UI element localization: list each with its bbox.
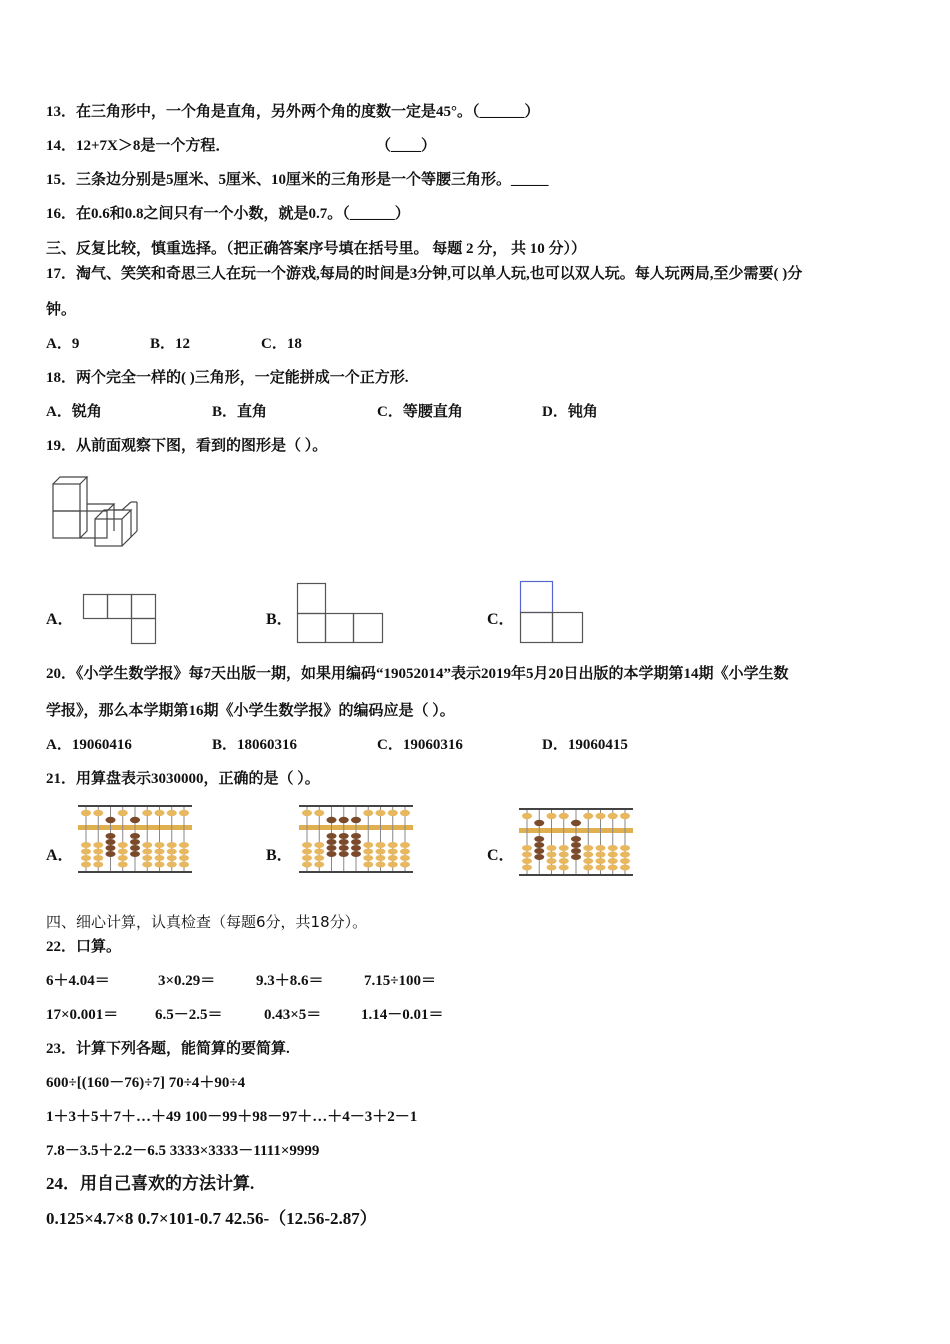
q22-r2-c4: 1.14－0.01＝	[361, 1007, 444, 1023]
abacus-lower-bead	[327, 851, 337, 857]
abacus-lower-bead	[522, 852, 532, 858]
abacus-lower-bead	[376, 842, 386, 848]
abacus-c	[519, 808, 635, 878]
abacus-top-rail	[78, 805, 192, 807]
abacus-lower-bead	[142, 855, 152, 861]
abacus-lower-bead	[583, 852, 593, 858]
abacus-lower-bead	[351, 833, 361, 839]
abacus-top-rail	[299, 805, 413, 807]
abacus-lower-bead	[608, 858, 618, 864]
q22-r1-c2: 3×0.29＝	[158, 973, 216, 989]
abacus-lower-bead	[302, 862, 312, 868]
abacus-lower-bead	[376, 849, 386, 855]
abacus-lower-bead	[351, 851, 361, 857]
q19-option-c-label: C．	[487, 611, 515, 628]
abacus-lower-bead	[81, 849, 91, 855]
q21-option-a-label: A．	[46, 847, 74, 864]
q18-option-d: D．钝角	[542, 404, 598, 420]
abacus-lower-bead	[179, 842, 189, 848]
abacus-lower-bead	[314, 855, 324, 861]
abacus-upper-bead	[376, 810, 386, 816]
question-15: 15．三条边分别是5厘米、5厘米、10厘米的三角形是一个等腰三角形。_____	[46, 172, 549, 188]
abacus-b	[299, 805, 415, 875]
abacus-lower-bead	[608, 845, 618, 851]
question-23: 23．计算下列各题，能简算的要简算.	[46, 1041, 290, 1057]
abacus-upper-bead	[583, 813, 593, 819]
abacus-lower-bead	[522, 845, 532, 851]
abacus-lower-bead	[118, 862, 128, 868]
abacus-upper-bead	[93, 810, 103, 816]
abacus-lower-bead	[547, 865, 557, 871]
question-24: 24．用自己喜欢的方法计算.	[46, 1174, 255, 1193]
abacus-upper-bead	[559, 813, 569, 819]
abacus-upper-bead	[106, 817, 116, 823]
abacus-lower-bead	[93, 849, 103, 855]
abacus-lower-bead	[620, 852, 630, 858]
abacus-lower-bead	[130, 833, 140, 839]
q19-option-b-label: B．	[266, 611, 293, 628]
q19-option-a-figure	[83, 594, 159, 646]
q23-line1: 600÷[(160－76)÷7] 70÷4＋90÷4	[46, 1075, 246, 1091]
abacus-upper-bead	[620, 813, 630, 819]
abacus-lower-bead	[388, 849, 398, 855]
question-18: 18．两个完全一样的( )三角形，一定能拼成一个正方形.	[46, 370, 409, 386]
abacus-top-rail	[519, 808, 633, 810]
abacus-bottom-rail	[299, 871, 413, 873]
question-22: 22．口算。	[46, 939, 122, 955]
abacus-lower-bead	[118, 849, 128, 855]
abacus-lower-bead	[547, 858, 557, 864]
abacus-lower-bead	[327, 845, 337, 851]
abacus-lower-bead	[106, 839, 116, 845]
abacus-lower-bead	[400, 855, 410, 861]
abacus-lower-bead	[400, 842, 410, 848]
abacus-upper-bead	[302, 810, 312, 816]
abacus-upper-bead	[608, 813, 618, 819]
abacus-lower-bead	[400, 862, 410, 868]
section-3-heading: 三、反复比较，慎重选择。（把正确答案序号填在括号里。 每题 2 分， 共 10 分））	[46, 241, 587, 257]
q20-option-d: D．19060415	[542, 737, 628, 753]
abacus-lower-bead	[155, 855, 165, 861]
abacus-upper-bead	[522, 813, 532, 819]
abacus-upper-bead	[130, 817, 140, 823]
abacus-lower-bead	[314, 842, 324, 848]
abacus-lower-bead	[351, 845, 361, 851]
abacus-lower-bead	[534, 848, 544, 854]
abacus-lower-bead	[620, 865, 630, 871]
abacus-lower-bead	[363, 862, 373, 868]
abacus-lower-bead	[608, 865, 618, 871]
abacus-lower-bead	[339, 851, 349, 857]
abacus-lower-bead	[608, 852, 618, 858]
abacus-bottom-rail	[519, 874, 633, 876]
abacus-lower-bead	[596, 845, 606, 851]
abacus-lower-bead	[93, 862, 103, 868]
abacus-upper-bead	[81, 810, 91, 816]
abacus-lower-bead	[106, 851, 116, 857]
abacus-bottom-rail	[78, 871, 192, 873]
abacus-lower-bead	[388, 855, 398, 861]
q19-option-c-figure	[520, 581, 586, 645]
abacus-lower-bead	[559, 852, 569, 858]
abacus-lower-bead	[81, 855, 91, 861]
abacus-lower-bead	[155, 849, 165, 855]
abacus-upper-bead	[142, 810, 152, 816]
q22-r2-c2: 6.5－2.5＝	[155, 1007, 223, 1023]
abacus-lower-bead	[547, 845, 557, 851]
question-20-line2: 学报》，那么本学期第16期《小学生数学报》的编码应是（ ）。	[46, 703, 455, 719]
q18-option-a: A．锐角	[46, 404, 102, 420]
section-4-heading: 四、细心计算，认真检查（每题6分，共18分）。	[46, 913, 368, 931]
q18-option-c: C．等腰直角	[377, 404, 463, 420]
abacus-lower-bead	[167, 855, 177, 861]
q20-option-a: A．19060416	[46, 737, 132, 753]
abacus-lower-bead	[522, 858, 532, 864]
abacus-lower-bead	[179, 849, 189, 855]
abacus-lower-bead	[620, 845, 630, 851]
abacus-lower-bead	[522, 865, 532, 871]
abacus-lower-bead	[106, 833, 116, 839]
question-20-line1: 20．《小学生数学报》每7天出版一期，如果用编码“19052014”表示2019年5月20日出版的本学期第14期《小学生数	[46, 666, 789, 682]
abacus-lower-bead	[314, 849, 324, 855]
abacus-lower-bead	[620, 858, 630, 864]
abacus-upper-bead	[547, 813, 557, 819]
abacus-lower-bead	[339, 839, 349, 845]
abacus-lower-bead	[534, 842, 544, 848]
abacus-lower-bead	[302, 849, 312, 855]
abacus-lower-bead	[596, 852, 606, 858]
abacus-lower-bead	[583, 858, 593, 864]
abacus-upper-bead	[400, 810, 410, 816]
abacus-lower-bead	[596, 858, 606, 864]
abacus-lower-bead	[339, 833, 349, 839]
abacus-lower-bead	[167, 849, 177, 855]
abacus-lower-bead	[559, 845, 569, 851]
abacus-lower-bead	[130, 851, 140, 857]
abacus-lower-bead	[363, 842, 373, 848]
abacus-upper-bead	[339, 817, 349, 823]
abacus-lower-bead	[376, 855, 386, 861]
q23-line3: 7.8－3.5＋2.2－6.5 3333×3333－1111×9999	[46, 1143, 320, 1159]
abacus-lower-bead	[388, 862, 398, 868]
question-21: 21．用算盘表示3030000，正确的是（ ）。	[46, 771, 320, 787]
abacus-lower-bead	[547, 852, 557, 858]
abacus-lower-bead	[583, 845, 593, 851]
q22-r1-c4: 7.15÷100＝	[364, 973, 436, 989]
abacus-lower-bead	[93, 855, 103, 861]
abacus-lower-bead	[400, 849, 410, 855]
abacus-lower-bead	[559, 858, 569, 864]
abacus-lower-bead	[179, 855, 189, 861]
abacus-lower-bead	[302, 842, 312, 848]
abacus-upper-bead	[571, 820, 581, 826]
question-17-line2: 钟。	[46, 302, 77, 318]
abacus-lower-bead	[167, 842, 177, 848]
abacus-a	[78, 805, 194, 875]
abacus-lower-bead	[534, 854, 544, 860]
abacus-upper-bead	[167, 810, 177, 816]
cubes-figure	[48, 474, 140, 550]
q23-line2: 1＋3＋5＋7＋…＋49 100－99＋98－97＋…＋4－3＋2－1	[46, 1109, 418, 1125]
question-14-blank: （____）	[376, 138, 437, 154]
abacus-lower-bead	[302, 855, 312, 861]
abacus-lower-bead	[376, 862, 386, 868]
q22-r2-c1: 17×0.001＝	[46, 1007, 119, 1023]
q22-r1-c3: 9.3＋8.6＝	[256, 973, 324, 989]
question-16: 16．在0.6和0.8之间只有一个小数，就是0.7。（______）	[46, 206, 410, 222]
abacus-lower-bead	[339, 845, 349, 851]
abacus-upper-bead	[363, 810, 373, 816]
abacus-lower-bead	[93, 842, 103, 848]
q22-r2-c3: 0.43×5＝	[264, 1007, 322, 1023]
abacus-upper-bead	[534, 820, 544, 826]
abacus-lower-bead	[130, 839, 140, 845]
abacus-lower-bead	[327, 839, 337, 845]
abacus-lower-bead	[167, 862, 177, 868]
question-19: 19．从前面观察下图，看到的图形是（ ）。	[46, 438, 328, 454]
q20-option-c: C．19060316	[377, 737, 463, 753]
q21-option-b-label: B．	[266, 847, 293, 864]
q17-option-b: B．12	[150, 336, 191, 352]
abacus-lower-bead	[155, 862, 165, 868]
abacus-lower-bead	[363, 855, 373, 861]
q19-option-b-figure	[297, 583, 387, 645]
q17-option-c: C．18	[261, 336, 302, 352]
q21-option-c-label: C．	[487, 847, 515, 864]
abacus-lower-bead	[142, 862, 152, 868]
abacus-lower-bead	[130, 845, 140, 851]
abacus-lower-bead	[571, 854, 581, 860]
abacus-lower-bead	[388, 842, 398, 848]
abacus-upper-bead	[351, 817, 361, 823]
abacus-upper-bead	[314, 810, 324, 816]
abacus-lower-bead	[155, 842, 165, 848]
abacus-upper-bead	[118, 810, 128, 816]
q24-line1: 0.125×4.7×8 0.7×101-0.7 42.56-（12.56-2.87）	[46, 1209, 377, 1228]
abacus-lower-bead	[142, 842, 152, 848]
abacus-lower-bead	[118, 842, 128, 848]
abacus-lower-bead	[571, 848, 581, 854]
abacus-upper-bead	[179, 810, 189, 816]
abacus-lower-bead	[81, 862, 91, 868]
abacus-lower-bead	[351, 839, 361, 845]
abacus-lower-bead	[179, 862, 189, 868]
abacus-lower-bead	[118, 855, 128, 861]
abacus-lower-bead	[142, 849, 152, 855]
abacus-lower-bead	[559, 865, 569, 871]
abacus-lower-bead	[81, 842, 91, 848]
q17-option-a: A．9	[46, 336, 80, 352]
abacus-lower-bead	[363, 849, 373, 855]
abacus-lower-bead	[571, 842, 581, 848]
question-17-line1: 17．淘气、笑笑和奇思三人在玩一个游戏,每局的时间是3分钟,可以单人玩,也可以双人玩。每人玩两局,至少需要( )分	[46, 266, 803, 282]
q20-option-b: B．18060316	[212, 737, 298, 753]
abacus-upper-bead	[388, 810, 398, 816]
abacus-lower-bead	[571, 836, 581, 842]
abacus-lower-bead	[314, 862, 324, 868]
abacus-upper-bead	[596, 813, 606, 819]
abacus-lower-bead	[596, 865, 606, 871]
abacus-upper-bead	[327, 817, 337, 823]
abacus-lower-bead	[327, 833, 337, 839]
q18-option-b: B．直角	[212, 404, 268, 420]
q19-option-a-label: A．	[46, 611, 74, 628]
abacus-upper-bead	[155, 810, 165, 816]
abacus-lower-bead	[534, 836, 544, 842]
abacus-lower-bead	[106, 845, 116, 851]
question-13: 13．在三角形中，一个角是直角，另外两个角的度数一定是45°。（______）	[46, 104, 540, 120]
question-14: 14．12+7X＞8是一个方程．	[46, 138, 231, 154]
abacus-lower-bead	[583, 865, 593, 871]
q22-r1-c1: 6＋4.04＝	[46, 973, 110, 989]
